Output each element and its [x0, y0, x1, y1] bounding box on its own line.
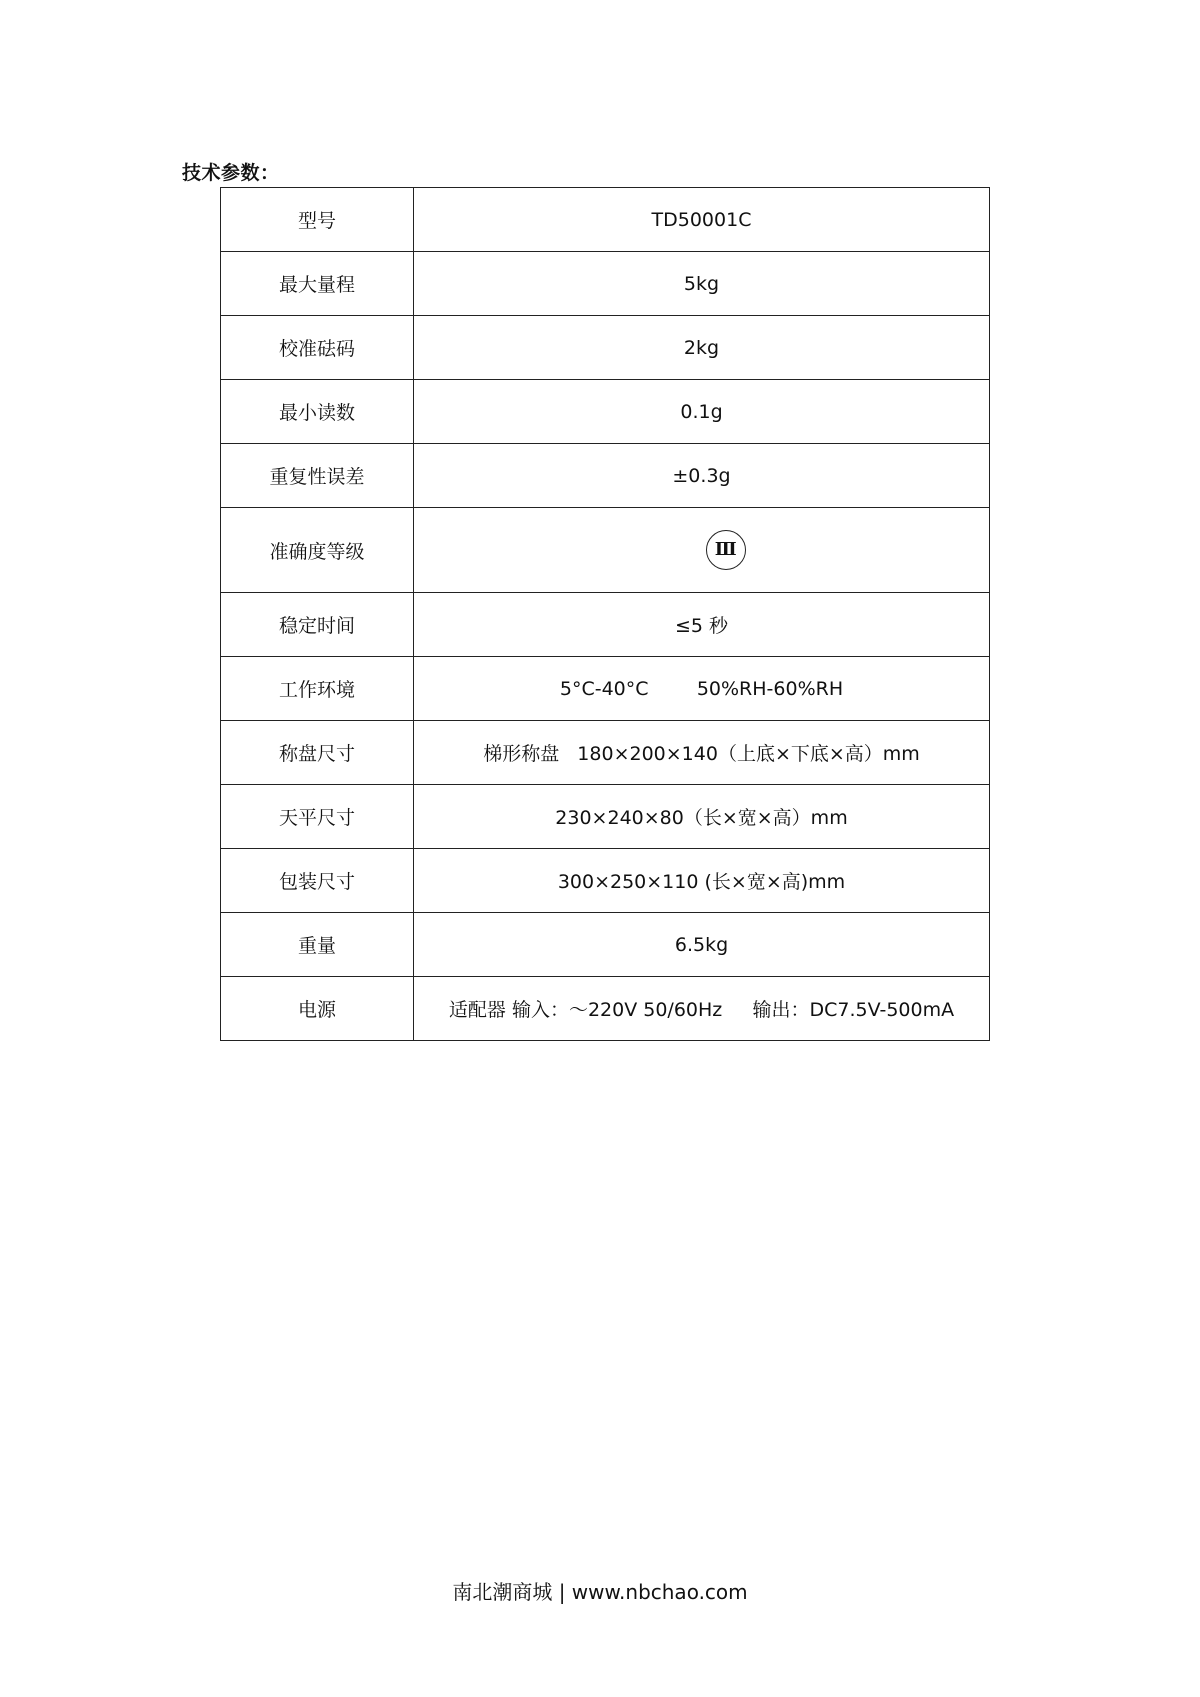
- spec-row-min-reading: [221, 380, 990, 444]
- spec-value: 300×250×110 (长×宽×高)mm: [414, 849, 990, 913]
- spec-row-balance-size: [221, 785, 990, 849]
- footer-site-text: 南北潮商城 | www.nbchao.com: [452, 1580, 748, 1604]
- spec-label: 校准砝码: [221, 316, 414, 380]
- accuracy-class-circle-mark: Ⅲ: [706, 530, 746, 570]
- spec-label: 最大量程: [221, 252, 414, 316]
- spec-label: 重量: [221, 913, 414, 977]
- spec-row-weight: [221, 913, 990, 977]
- spec-row-stabilization-time: [221, 593, 990, 657]
- spec-row-model: [221, 188, 990, 252]
- spec-label: 电源: [221, 977, 414, 1041]
- spec-value: 6.5kg: [414, 913, 990, 977]
- spec-label: 准确度等级: [221, 508, 414, 593]
- spec-label: 包装尺寸: [221, 849, 414, 913]
- spec-value: ±0.3g: [414, 444, 990, 508]
- spec-value: 梯形称盘 180×200×140（上底×下底×高）mm: [414, 721, 990, 785]
- spec-label: 天平尺寸: [221, 785, 414, 849]
- spec-label: 称盘尺寸: [221, 721, 414, 785]
- spec-row-calibration-weight: [221, 316, 990, 380]
- spec-value: 2kg: [414, 316, 990, 380]
- spec-value: TD50001C: [414, 188, 990, 252]
- spec-row-package-size: [221, 849, 990, 913]
- spec-table: [220, 187, 990, 1041]
- spec-value: 5°C-40°C 50%RH-60%RH: [414, 657, 990, 721]
- spec-row-max-capacity: [221, 252, 990, 316]
- spec-value: [414, 508, 990, 593]
- spec-value: ≤5 秒: [414, 593, 990, 657]
- spec-row-environment: [221, 657, 990, 721]
- spec-row-power: [221, 977, 990, 1041]
- spec-row-accuracy-class: [221, 508, 990, 593]
- spec-label: 型号: [221, 188, 414, 252]
- spec-value: 230×240×80（长×宽×高）mm: [414, 785, 990, 849]
- spec-value: 5kg: [414, 252, 990, 316]
- spec-label: 最小读数: [221, 380, 414, 444]
- section-title: 技术参数：: [182, 162, 280, 184]
- spec-label: 工作环境: [221, 657, 414, 721]
- spec-label: 重复性误差: [221, 444, 414, 508]
- spec-row-repeatability: [221, 444, 990, 508]
- spec-row-pan-size: [221, 721, 990, 785]
- spec-value: 适配器 输入：～220V 50/60Hz 输出：DC7.5V-500mA: [414, 977, 990, 1041]
- spec-label: 稳定时间: [221, 593, 414, 657]
- spec-value: 0.1g: [414, 380, 990, 444]
